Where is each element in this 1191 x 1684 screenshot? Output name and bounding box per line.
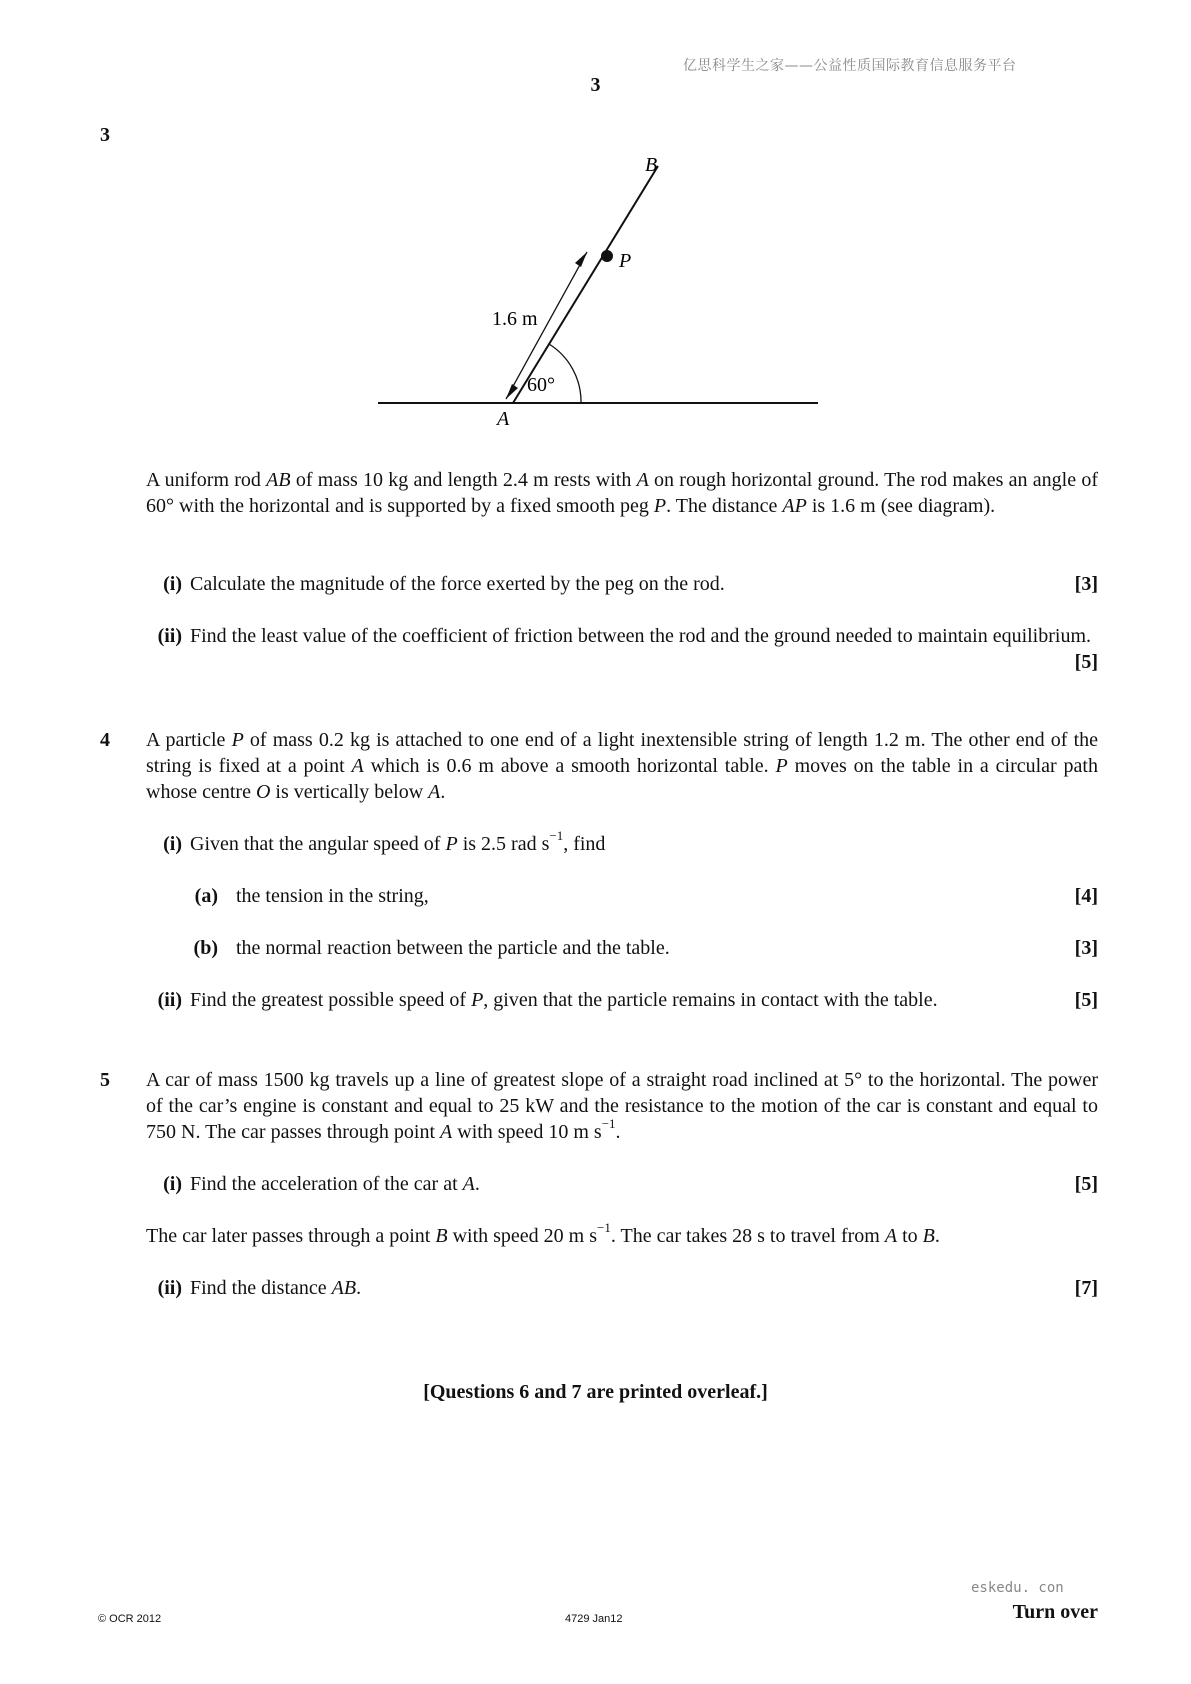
length-label: 1.6 m: [492, 308, 538, 330]
question-5-intermediate-text: The car later passes through a point B with speed 20 m $s^{-1}$. The car takes 28 s to travel from A to B.: [146, 1220, 940, 1247]
question-3-part-ii-marks: [5]: [1074, 651, 1098, 673]
label-b: B: [645, 154, 658, 176]
question-5-part-ii-marks: [7]: [1074, 1277, 1098, 1299]
question-4-part-b-text: the normal reaction between the particle and the table.: [236, 937, 670, 959]
question-5-number: 5: [100, 1069, 110, 1091]
question-3-stem: A uniform rod AB of mass 10 kg and length 2.4 m rests with A on rough horizontal ground. The rod makes an angle of 60° with the horizontal and is supported by a fixed smooth peg P. The distance AP is 1.6 m (see diagram).: [146, 469, 1098, 517]
length-arrow-head-top: [575, 252, 587, 267]
rod-diagram: [370, 150, 830, 430]
footer-site-watermark: eskedu. con: [971, 1580, 1064, 1596]
question-4-part-i-label: (i): [163, 833, 182, 855]
question-4-part-b-label: (b): [193, 937, 218, 959]
question-3-number: 3: [100, 124, 110, 146]
question-4-part-ii-text: Find the greatest possible speed of P, given that the particle remains in contact with the table.: [190, 989, 938, 1011]
rod-ab: [513, 166, 658, 403]
question-5-part-i-marks: [5]: [1074, 1173, 1098, 1195]
question-5-part-ii-label: (ii): [157, 1277, 182, 1299]
question-3-part-i-marks: [3]: [1074, 573, 1098, 595]
question-4-stem: A particle P of mass 0.2 kg is attached to one end of a light inextensible string of length 1.2 m. The other end of the string is fixed at a point A which is 0.6 m above a smooth horizontal table. P moves on the table in a circular path whose centre O is vertically below A.: [146, 729, 1098, 803]
question-5-part-ii-text: Find the distance AB.: [190, 1277, 362, 1299]
question-3-part-i-text: Calculate the magnitude of the force exerted by the peg on the rod.: [190, 573, 725, 595]
label-p: P: [619, 250, 632, 272]
peg-p: [601, 250, 613, 262]
question-4-part-ii-label: (ii): [157, 989, 182, 1011]
question-4-part-a-label: (a): [194, 885, 218, 907]
question-5-stem: A car of mass 1500 kg travels up a line of greatest slope of a straight road inclined at 5° to the horizontal. The power of the car’s engine is constant and equal to 25 kW and the resistance to the motion of the car is constant and equal to 750 N. The car passes through point A with speed 10 m $s^{-1}$.: [146, 1069, 1098, 1143]
footer-paper-code: 4729 Jan12: [565, 1613, 623, 1625]
question-5-part-i-text: Find the acceleration of the car at A.: [190, 1173, 480, 1195]
page-number: 3: [590, 74, 601, 96]
question-3-part-ii-text: Find the least value of the coefficient of friction between the rod and the ground needed to maintain equilibrium.: [190, 625, 1092, 647]
overleaf-note: [Questions 6 and 7 are printed overleaf.]: [423, 1381, 768, 1403]
header-watermark: 亿思科学生之家——公益性质国际教育信息服务平台: [683, 58, 1017, 74]
question-5-part-i-label: (i): [163, 1173, 182, 1195]
question-4-part-a-text: the tension in the string,: [236, 885, 429, 907]
angle-label: 60°: [527, 374, 555, 396]
question-3-part-i-label: (i): [163, 573, 182, 595]
turn-over-label: Turn over: [1012, 1601, 1098, 1623]
question-4-number: 4: [100, 729, 110, 751]
question-4-part-a-marks: [4]: [1074, 885, 1098, 907]
question-4-part-i-text: Given that the angular speed of P is 2.5 rad $s^{-1}$, find: [190, 828, 606, 855]
question-4-part-b-marks: [3]: [1074, 937, 1098, 959]
footer-copyright: © OCR 2012: [98, 1613, 162, 1625]
question-4-part-ii-marks: [5]: [1074, 989, 1098, 1011]
label-a: A: [497, 408, 510, 430]
question-3-part-ii-label: (ii): [157, 625, 182, 647]
